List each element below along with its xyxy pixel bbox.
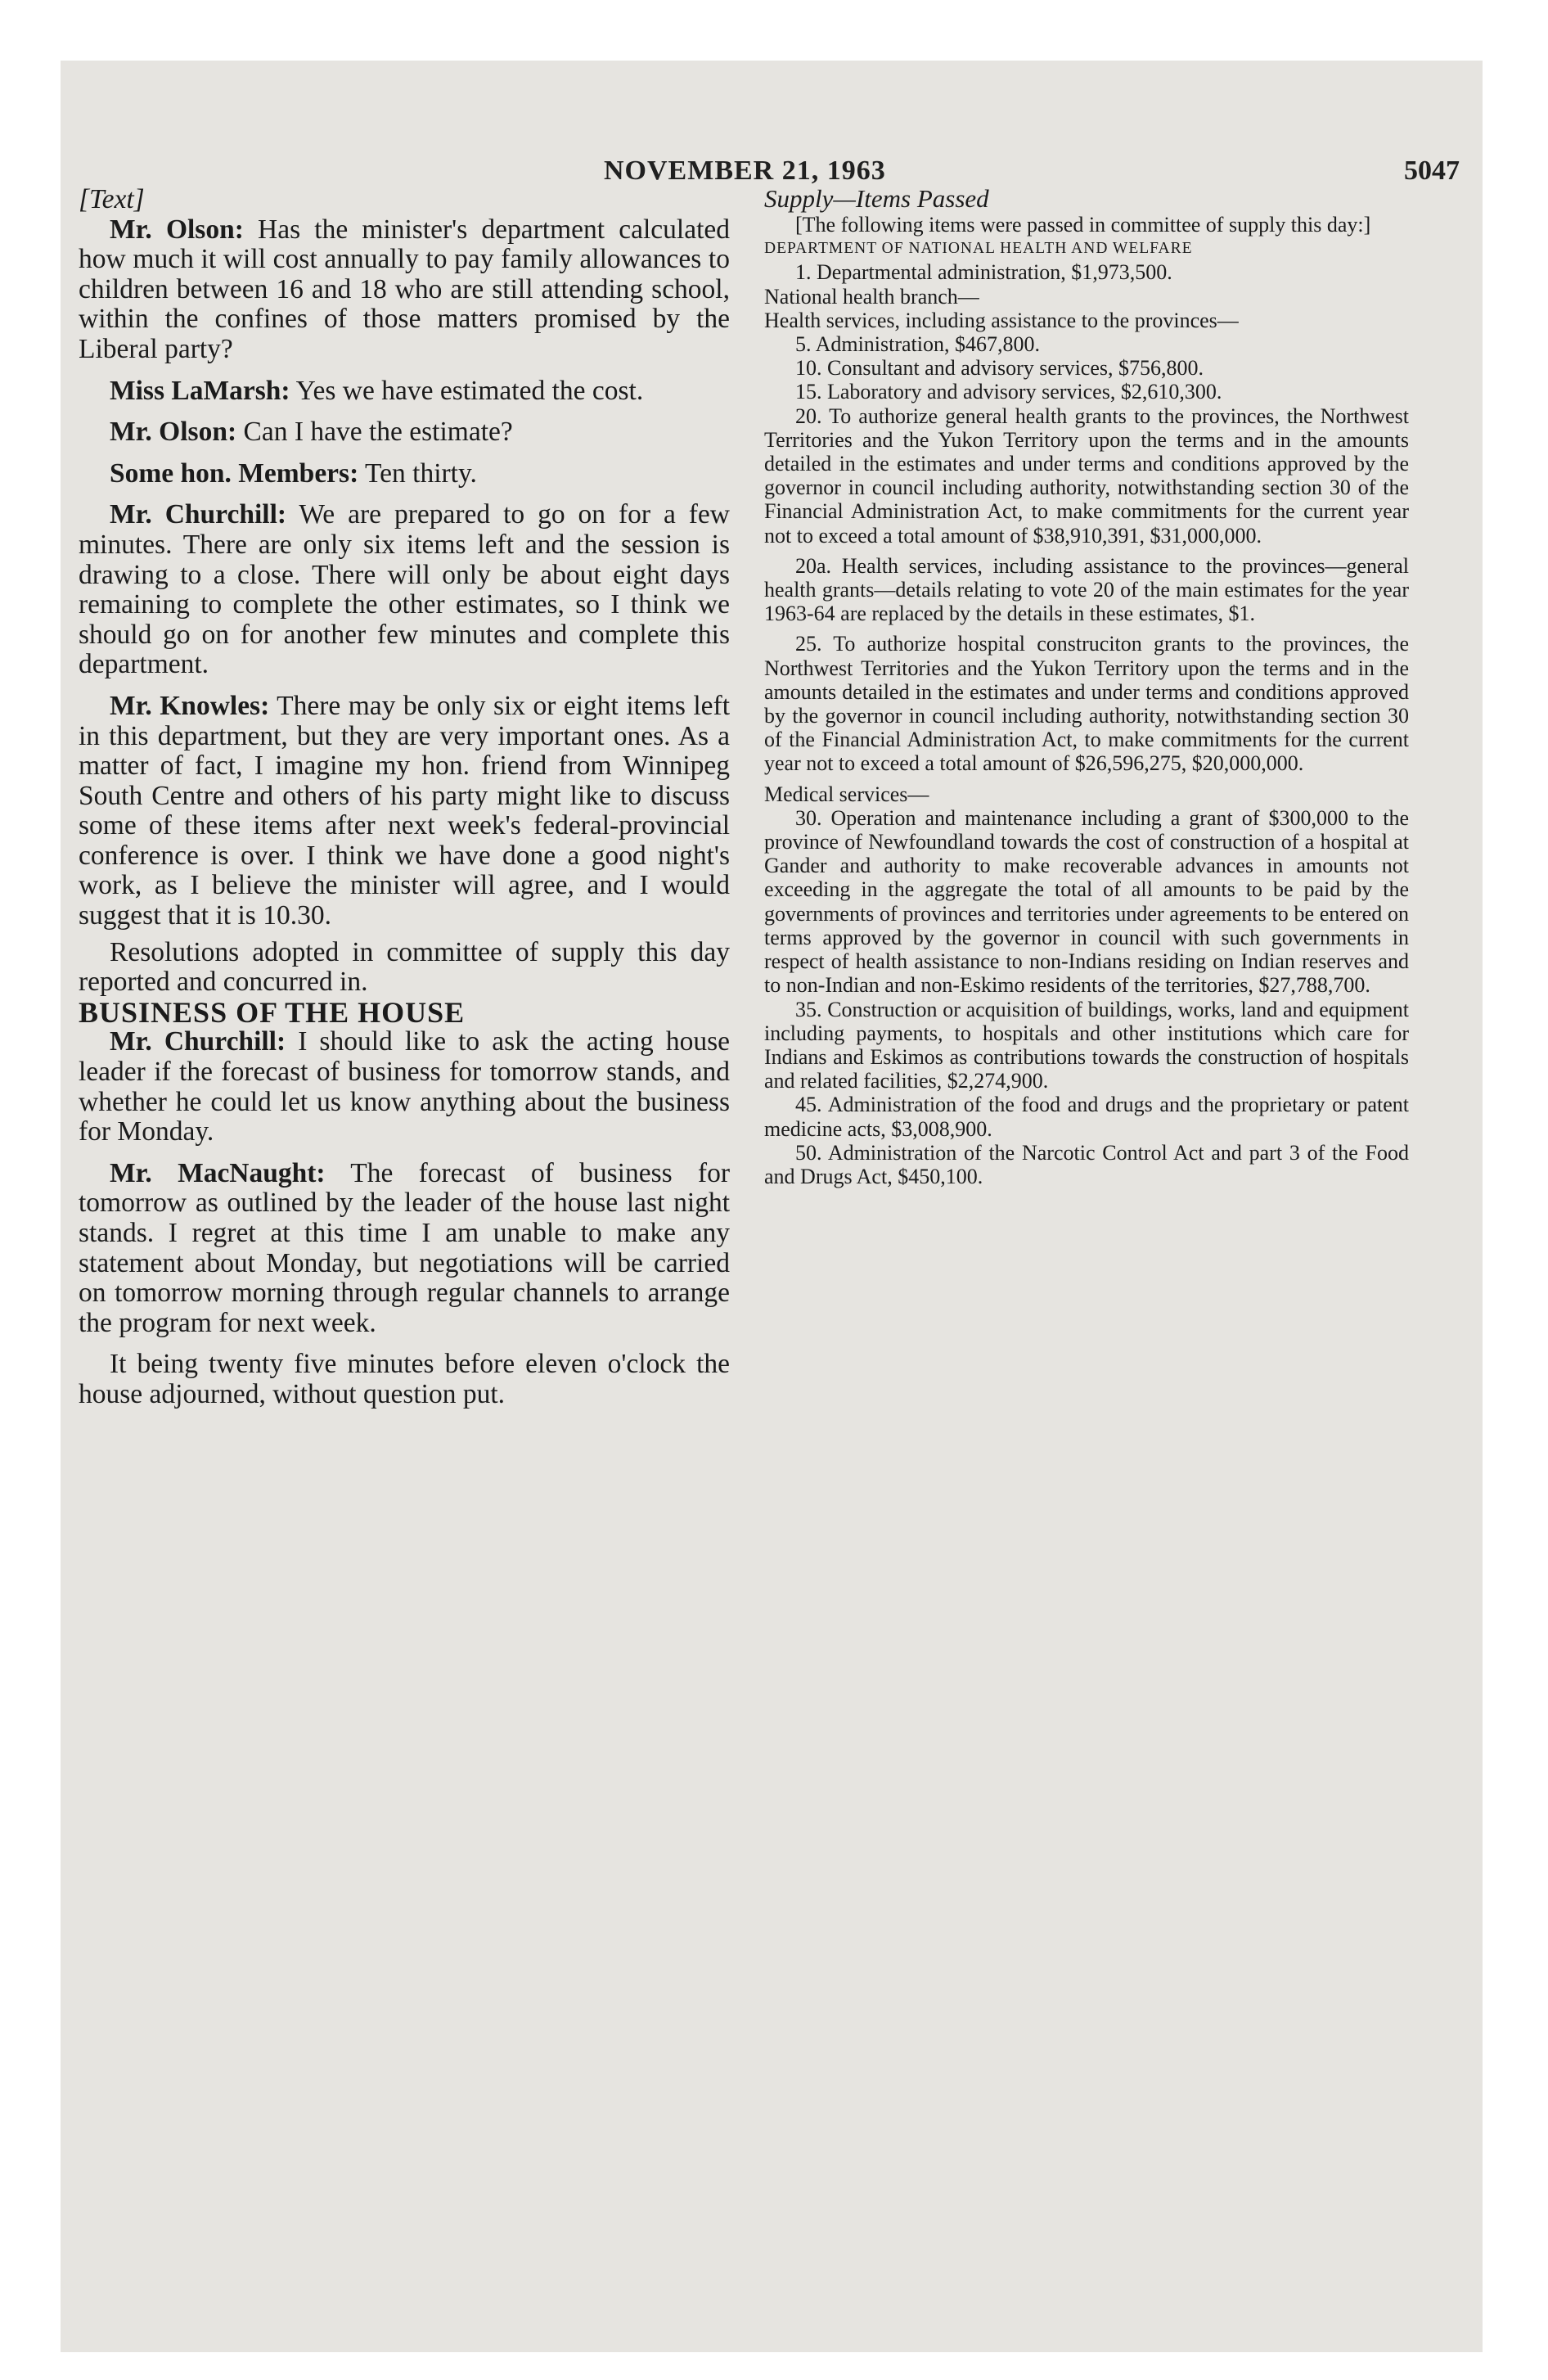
speech-paragraph [79, 1027, 730, 1147]
speech-text: We are prepared to go on for a few minutes. There are only six items left and the session is drawing to a close. There will only be about eight days remaining to complete the other estimates, so I think we should go on for another few minutes and complete this department. [79, 499, 730, 680]
speaker-name: Mr. Churchill: [110, 1026, 286, 1057]
supply-heading: Supply—Items Passed [764, 184, 989, 213]
speech-text: There may be only six or eight items left in this department, but they are very important ones. As a matter of fact, I imagine my hon. friend from Winnipeg South Centre and others of his party might like to discuss some of these items after next week's federal-provincial conference is over. I think we have done a good night's work, as I believe the minister will agree, and I would suggest that it is 10.30. [79, 690, 730, 931]
speaker-name: Mr. MacNaught: [110, 1157, 326, 1188]
department-heading: DEPARTMENT OF NATIONAL HEALTH AND WELFARE [764, 240, 1193, 258]
speaker-name: Mr. Olson: [110, 214, 244, 245]
supply-subheading: Health services, including assistance to the provinces— [764, 308, 1239, 332]
speaker-name: Miss LaMarsh: [110, 375, 290, 406]
speech-paragraph [79, 376, 730, 407]
speech-paragraph [79, 459, 730, 489]
speech-paragraph [79, 500, 730, 680]
speaker-name: Some hon. Members: [110, 458, 359, 489]
supply-item: 15. Laboratory and advisory services, $2,610,300. [795, 380, 1222, 404]
supply-item: 45. Administration of the food and drugs and the proprietary or patent medicine acts, $3,008,900. [764, 1093, 1409, 1141]
supply-item: 20. To authorize general health grants to the provinces, the Northwest Territories and the Yukon Territory upon the terms and in the amounts detailed in the estimates and under terms and conditions approved by the governor in council including authority, notwithstanding section 30 of the Financial Administration Act, to make commitments for the current year not to exceed a total amount of $38,910,391, $31,000,000. [764, 403, 1409, 548]
speech-paragraph [79, 1159, 730, 1339]
speaker-name: Mr. Olson: [110, 417, 237, 448]
supply-item: 35. Construction or acquisition of buildings, works, land and equipment including payments, to hospitals and other institutions which care for Indians and Eskimos as contributions towards the construction of hospitals and related facilities, $2,274,900. [764, 997, 1409, 1093]
page-date: NOVEMBER 21, 1963 [604, 156, 886, 186]
speaker-name: Mr. Churchill: [110, 499, 287, 530]
section-heading: BUSINESS OF THE HOUSE [79, 995, 466, 1029]
supply-item: 10. Consultant and advisory services, $756,800. [795, 356, 1204, 381]
text-tag: [Text] [79, 184, 145, 214]
adjournment-text: It being twenty five minutes before eleven o'clock the house adjourned, without question put. [79, 1349, 730, 1409]
speech-text: Has the minister's department calculated how much it will cost annually to pay family allowances to children between 16 and 18 who are still attending school, within the confines of those matters promised by the Liberal party? [79, 214, 730, 364]
supply-subheading: National health branch— [764, 284, 979, 309]
speech-text: Ten thirty. [358, 458, 477, 489]
supply-intro: [The following items were passed in committee of supply this day:] [795, 213, 1371, 237]
speech-text: Can I have the estimate? [236, 417, 513, 448]
left-column [79, 185, 730, 1410]
supply-subheading: Medical services— [764, 782, 929, 806]
speech-paragraph [79, 215, 730, 365]
page-number: 5047 [1404, 156, 1460, 186]
supply-item: 20a. Health services, including assistance to the provinces—general health grants—details relating to vote 20 of the main estimates for the year 1963-64 are replaced by the details in these estimates, $1. [764, 553, 1409, 626]
supply-item: 50. Administration of the Narcotic Control Act and part 3 of the Food and Drugs Act, $450,100. [764, 1140, 1409, 1188]
supply-item: 1. Departmental administration, $1,973,500. [795, 260, 1172, 285]
speech-paragraph [79, 417, 730, 448]
speech-paragraph [79, 692, 730, 931]
speech-text: I should like to ask the acting house leader if the forecast of business for tomorrow stands, and whether he could let us know anything about the business for Monday. [79, 1026, 730, 1147]
speaker-name: Mr. Knowles: [110, 690, 270, 721]
supply-item: 30. Operation and maintenance including a grant of $300,000 to the province of Newfoundland towards the cost of construction of a hospital at Gander and authority to make recoverable advances in amounts not exceeding in the aggregate the total of all amounts to be paid by the governments of provinces and territories under agreements to be entered on terms approved by the governor in council with such governments in respect of health assistance to non-Indians residing on Indian reserves and to non-Indian and non-Eskimo residents of the territories, $27,788,700. [764, 805, 1409, 998]
supply-item: 25. To authorize hospital construciton grants to the provinces, the Northwest Territories and the Yukon Territory upon the terms and in the amounts detailed in the estimates and under terms and conditions approved by the governor in council including authority, notwithstanding section 30 of the Financial Administration Act, to make commitments for the current year not to exceed a total amount of $26,596,275, $20,000,000. [764, 632, 1409, 776]
speech-text: The forecast of business for tomorrow as outlined by the leader of the house last night stands. I regret at this time I am unable to make any statement about Monday, but negotiations will be carried on tomorrow morning through regular channels to arrange the program for next week. [79, 1157, 730, 1338]
supply-item: 5. Administration, $467,800. [795, 332, 1040, 357]
right-column [764, 185, 1409, 1188]
speech-text: Yes we have estimated the cost. [290, 375, 644, 406]
resolution-text: Resolutions adopted in committee of supply this day reported and concurred in. [79, 936, 730, 998]
